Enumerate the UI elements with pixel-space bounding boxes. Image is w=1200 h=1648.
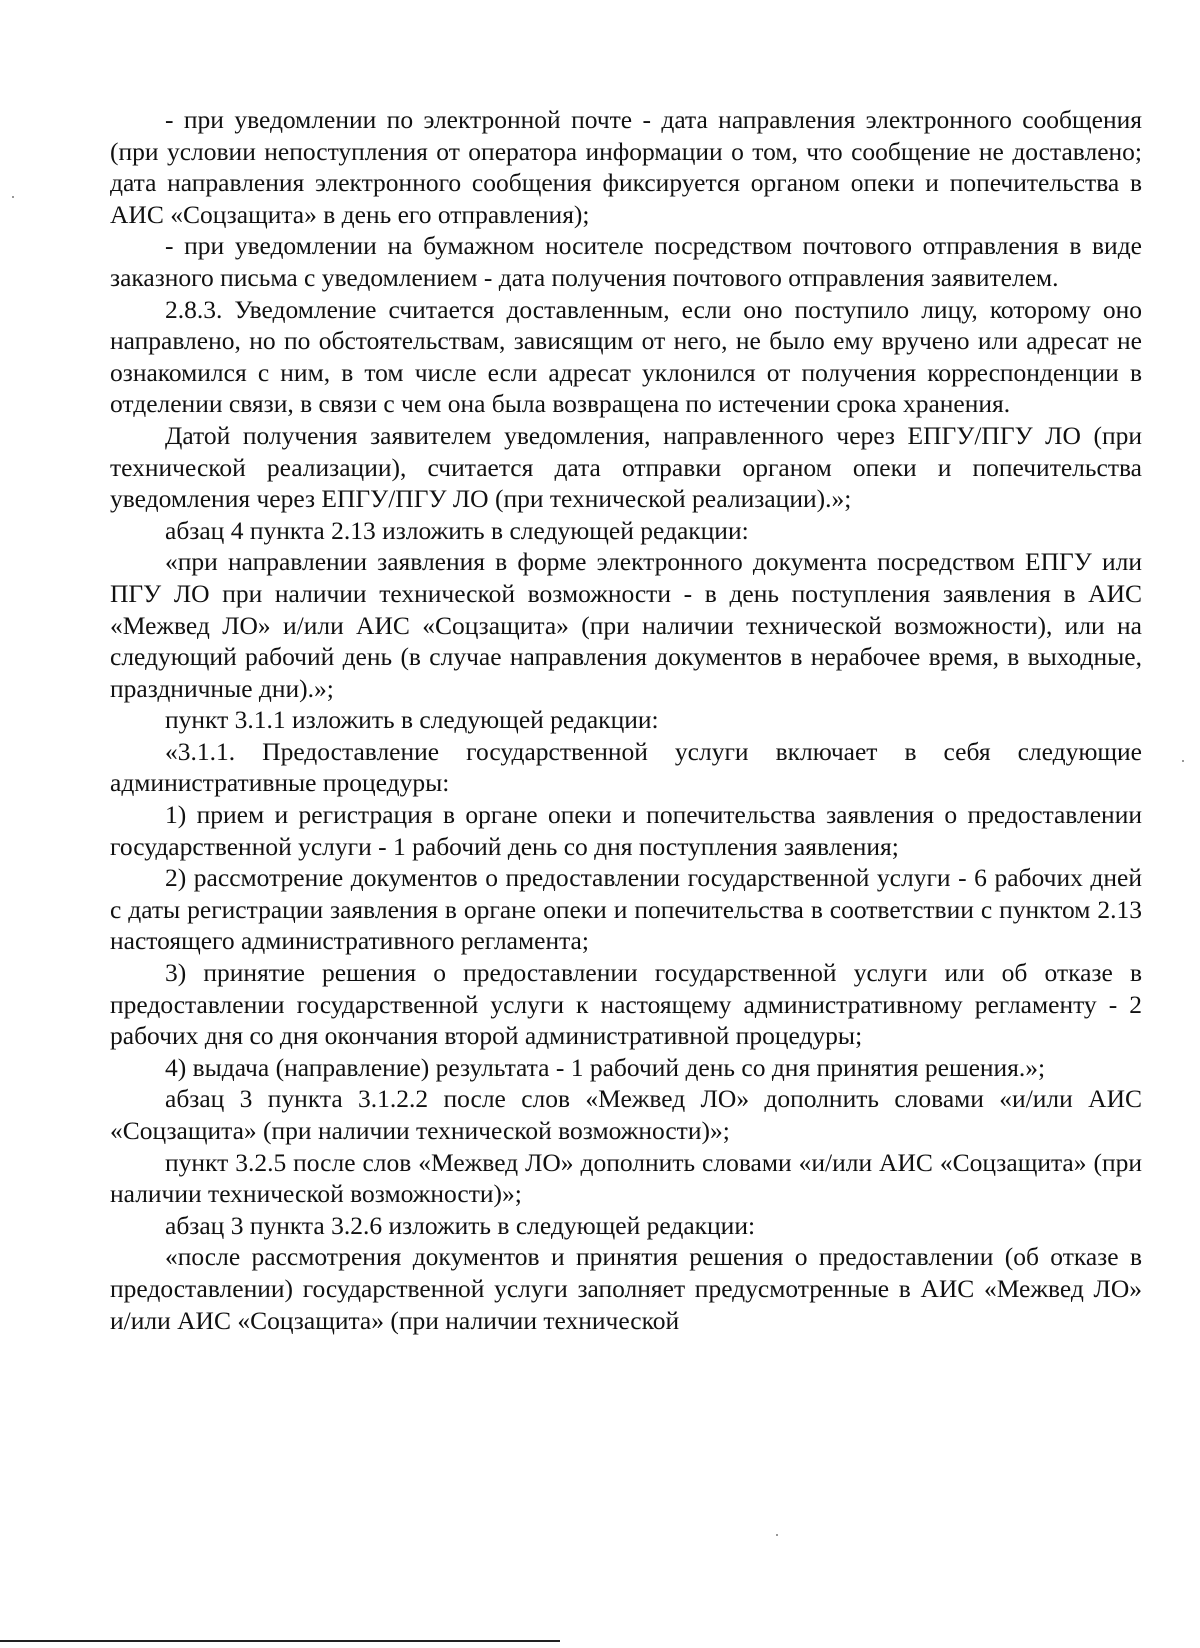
- scan-speck: [12, 196, 14, 198]
- document-body: [110, 104, 1142, 1336]
- scan-speck: [776, 1534, 778, 1536]
- scan-edge-line: [0, 1640, 560, 1642]
- paragraph-email-notice: - при уведомлении по электронной почте - дата направления электронного сообщения (при условии непоступления от оператора информации о том, что сообщение не доставлено; дата направления электронного сообщения фиксируется органом опеки и попечительства в АИС «Соцзащита» в день его отправления);: [110, 105, 1142, 229]
- paragraph-epgu-receipt-date: Датой получения заявителем уведомления, направленного через ЕПГУ/ПГУ ЛО (при технической реализации), считается дата отправки органом опеки и попечительства уведомления через ЕПГУ/ПГУ ЛО (при технической реализации).»;: [110, 420, 1142, 514]
- paragraph-3-2-6-text: «после рассмотрения документов и принятия решения о предоставлении (об отказе в предоставлении) государственной услуги заполняет предусмотренные в АИС «Межвед ЛО» и/или АИС «Соцзащита» (при наличии технической: [110, 1242, 1142, 1335]
- paragraph-amend-3-1-2-2: абзац 3 пункта 3.1.2.2 после слов «Межвед ЛО» дополнить словами «и/или АИС «Соцзащита» (при наличии технической возможности)»;: [110, 1084, 1142, 1145]
- list-item-1: 1) прием и регистрация в органе опеки и попечительства заявления о предоставлении государственной услуги - 1 рабочий день со дня поступления заявления;: [110, 800, 1142, 861]
- paragraph-amend-3-2-5: пункт 3.2.5 после слов «Межвед ЛО» дополнить словами «и/или АИС «Соцзащита» (при наличии технической возможности)»;: [110, 1147, 1142, 1209]
- scan-speck: [1182, 760, 1184, 762]
- paragraph-2-13-text: «при направлении заявления в форме электронного документа посредством ЕПГУ или ПГУ ЛО при наличии технической возможности - в день поступления заявления в АИС «Межвед ЛО» и/или АИС «Соцзащита» (при наличии технической возможности), или на следующий рабочий день (в случае направления документов в нерабочее время, в выходные, праздничные дни).»;: [110, 547, 1142, 703]
- list-item-2: 2) рассмотрение документов о предоставлении государственной услуги - 6 рабочих дней с даты регистрации заявления в органе опеки и попечительства в соответствии с пунктом 2.13 настоящего административного регламента;: [110, 863, 1142, 956]
- paragraph-2-8-3: 2.8.3. Уведомление считается доставленным, если оно поступило лицу, которому оно направлено, но по обстоятельствам, зависящим от него, не было ему вручено или адресат не ознакомился с ним, в том числе если адресат уклонился от получения корреспонденции в отделении связи, в связи с чем она была возвращена по истечении срока хранения.: [110, 294, 1142, 419]
- paragraph-paper-notice: - при уведомлении на бумажном носителе посредством почтового отправления в виде заказного письма с уведомлением - дата получения почтового отправления заявителем.: [110, 231, 1142, 292]
- list-item-3: 3) принятие решения о предоставлении государственной услуги или об отказе в предоставлении государственной услуги к настоящему административному регламенту - 2 рабочих дня со дня окончания второй административной процедуры;: [110, 958, 1142, 1051]
- paragraph-3-1-1-text: «3.1.1. Предоставление государственной услуги включает в себя следующие административные процедуры:: [110, 736, 1142, 798]
- paragraph-amend-2-13: абзац 4 пункта 2.13 изложить в следующей редакции:: [165, 515, 749, 545]
- paragraph-amend-3-1-1: пункт 3.1.1 изложить в следующей редакции:: [165, 705, 659, 735]
- paragraph-amend-3-2-6: абзац 3 пункта 3.2.6 изложить в следующей редакции:: [165, 1210, 756, 1240]
- list-item-4: 4) выдача (направление) результата - 1 рабочий день со дня принятия решения.»;: [165, 1052, 1046, 1082]
